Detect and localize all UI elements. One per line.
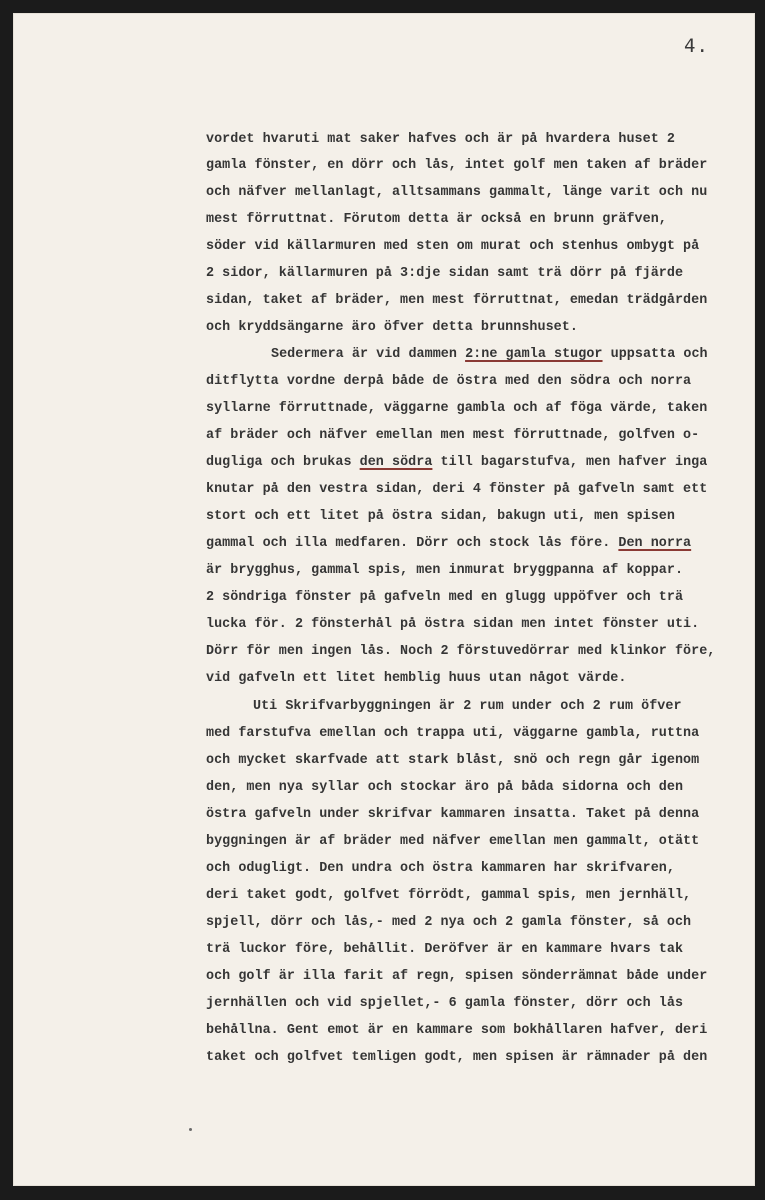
text-segment: behållna. Gent emot är en kammare som bokhållaren hafver, deri <box>206 1023 708 1038</box>
text-segment: Uti Skrifvarbyggningen är 2 rum under och 2 rum öfver <box>253 699 682 714</box>
text-line <box>206 780 683 795</box>
page-number: 4. <box>684 35 709 57</box>
paper-speck <box>189 1128 192 1131</box>
text-segment: söder vid källarmuren med sten om murat och stenhus ombygt på <box>206 239 700 254</box>
text-line <box>206 428 699 443</box>
text-line <box>206 239 699 254</box>
text-line <box>206 185 707 200</box>
text-segment: stort och ett litet på östra sidan, bakugn uti, men spisen <box>206 509 675 524</box>
underlined-phrase: Den norra <box>618 536 692 551</box>
text-line <box>206 807 699 822</box>
text-segment: och näfver mellanlagt, alltsammans gammalt, länge varit och nu <box>206 185 708 200</box>
text-line <box>206 861 675 876</box>
text-segment: Sedermera är vid dammen <box>271 347 466 362</box>
document-page <box>13 13 755 1186</box>
text-line <box>206 753 699 768</box>
text-line <box>206 617 699 632</box>
text-line <box>206 915 691 930</box>
text-segment: och kryddsängarne äro öfver detta brunnshuset. <box>206 320 578 335</box>
text-line <box>206 266 683 281</box>
text-line <box>206 401 707 416</box>
text-segment: östra gafveln under skrifvar kammaren insatta. Taket på denna <box>206 807 700 822</box>
text-segment: deri taket godt, golfvet förrödt, gammal spis, men jernhäll, <box>206 888 692 903</box>
text-line <box>206 293 707 308</box>
text-segment: och mycket skarfvade att stark blåst, snö och regn går igenom <box>206 753 700 768</box>
text-line <box>206 834 699 849</box>
text-segment: 2 sidor, källarmuren på 3:dje sidan samt trä dörr på fjärde <box>206 266 684 281</box>
text-segment: trä luckor före, behållit. Deröfver är en kammare hvars tak <box>206 942 684 957</box>
text-segment: uppsatta och <box>602 347 708 362</box>
text-segment: sidan, taket af bräder, men mest förruttnat, emedan trädgården <box>206 293 708 308</box>
text-segment: lucka för. 2 fönsterhål på östra sidan men intet fönster uti. <box>206 617 700 632</box>
text-segment: syllarne förruttnade, väggarne gambla och af föga värde, taken <box>206 401 708 416</box>
text-line <box>206 509 675 524</box>
text-line <box>206 996 683 1011</box>
text-segment: Dörr för men ingen lås. Noch 2 förstuvedörrar med klinkor före, <box>206 644 716 659</box>
text-segment: knutar på den vestra sidan, deri 4 fönster på gafveln samt ett <box>206 482 708 497</box>
text-segment: och golf är illa farit af regn, spisen sönderrämnat både under <box>206 969 708 984</box>
text-segment: af bräder och näfver emellan men mest förruttnade, golfven o- <box>206 428 700 443</box>
text-line <box>206 644 715 659</box>
text-segment: mest förruttnat. Förutom detta är också en brunn gräfven, <box>206 212 667 227</box>
text-line <box>253 699 682 714</box>
underlined-phrase: den södra <box>359 455 433 470</box>
text-line <box>206 1023 707 1038</box>
text-segment: taket och golfvet temligen godt, men spisen är rämnader på den <box>206 1050 708 1065</box>
text-line <box>206 158 707 173</box>
text-segment: dugliga och brukas <box>206 455 360 470</box>
text-segment: spjell, dörr och lås,- med 2 nya och 2 gamla fönster, så och <box>206 915 692 930</box>
text-segment: 2 söndriga fönster på gafveln med en glugg uppöfver och trä <box>206 590 684 605</box>
text-line <box>271 347 708 362</box>
text-segment: jernhällen och vid spjellet,- 6 gamla fönster, dörr och lås <box>206 996 684 1011</box>
text-segment: ditflytta vordne derpå både de östra med den södra och norra <box>206 374 692 389</box>
text-line <box>206 563 683 578</box>
text-segment: till bagarstufva, men hafver inga <box>432 455 708 470</box>
text-segment: byggningen är af bräder med näfver emellan men gammalt, otätt <box>206 834 700 849</box>
text-line <box>206 1050 707 1065</box>
text-line <box>206 942 683 957</box>
text-segment: med farstufva emellan och trappa uti, väggarne gambla, ruttna <box>206 726 700 741</box>
text-line <box>206 212 667 227</box>
text-segment: vordet hvaruti mat saker hafves och är på hvardera huset 2 <box>206 132 675 147</box>
text-segment: gamla fönster, en dörr och lås, intet golf men taken af bräder <box>206 158 708 173</box>
text-line <box>206 536 691 551</box>
text-segment: gammal och illa medfaren. Dörr och stock lås före. <box>206 536 619 551</box>
text-line <box>206 671 626 686</box>
text-segment: och odugligt. Den undra och östra kammaren har skrifvaren, <box>206 861 675 876</box>
text-line <box>206 455 707 470</box>
text-segment: är brygghus, gammal spis, men inmurat bryggpanna af koppar. <box>206 563 684 578</box>
text-segment: den, men nya syllar och stockar äro på båda sidorna och den <box>206 780 684 795</box>
text-line <box>206 590 683 605</box>
text-segment: vid gafveln ett litet hemblig huus utan något värde. <box>206 671 627 686</box>
text-line <box>206 726 699 741</box>
text-line <box>206 374 691 389</box>
text-line <box>206 320 578 335</box>
underlined-phrase: 2:ne gamla stugor <box>465 347 603 362</box>
text-line <box>206 482 707 497</box>
text-line <box>206 969 707 984</box>
text-line <box>206 132 675 147</box>
text-line <box>206 888 691 903</box>
